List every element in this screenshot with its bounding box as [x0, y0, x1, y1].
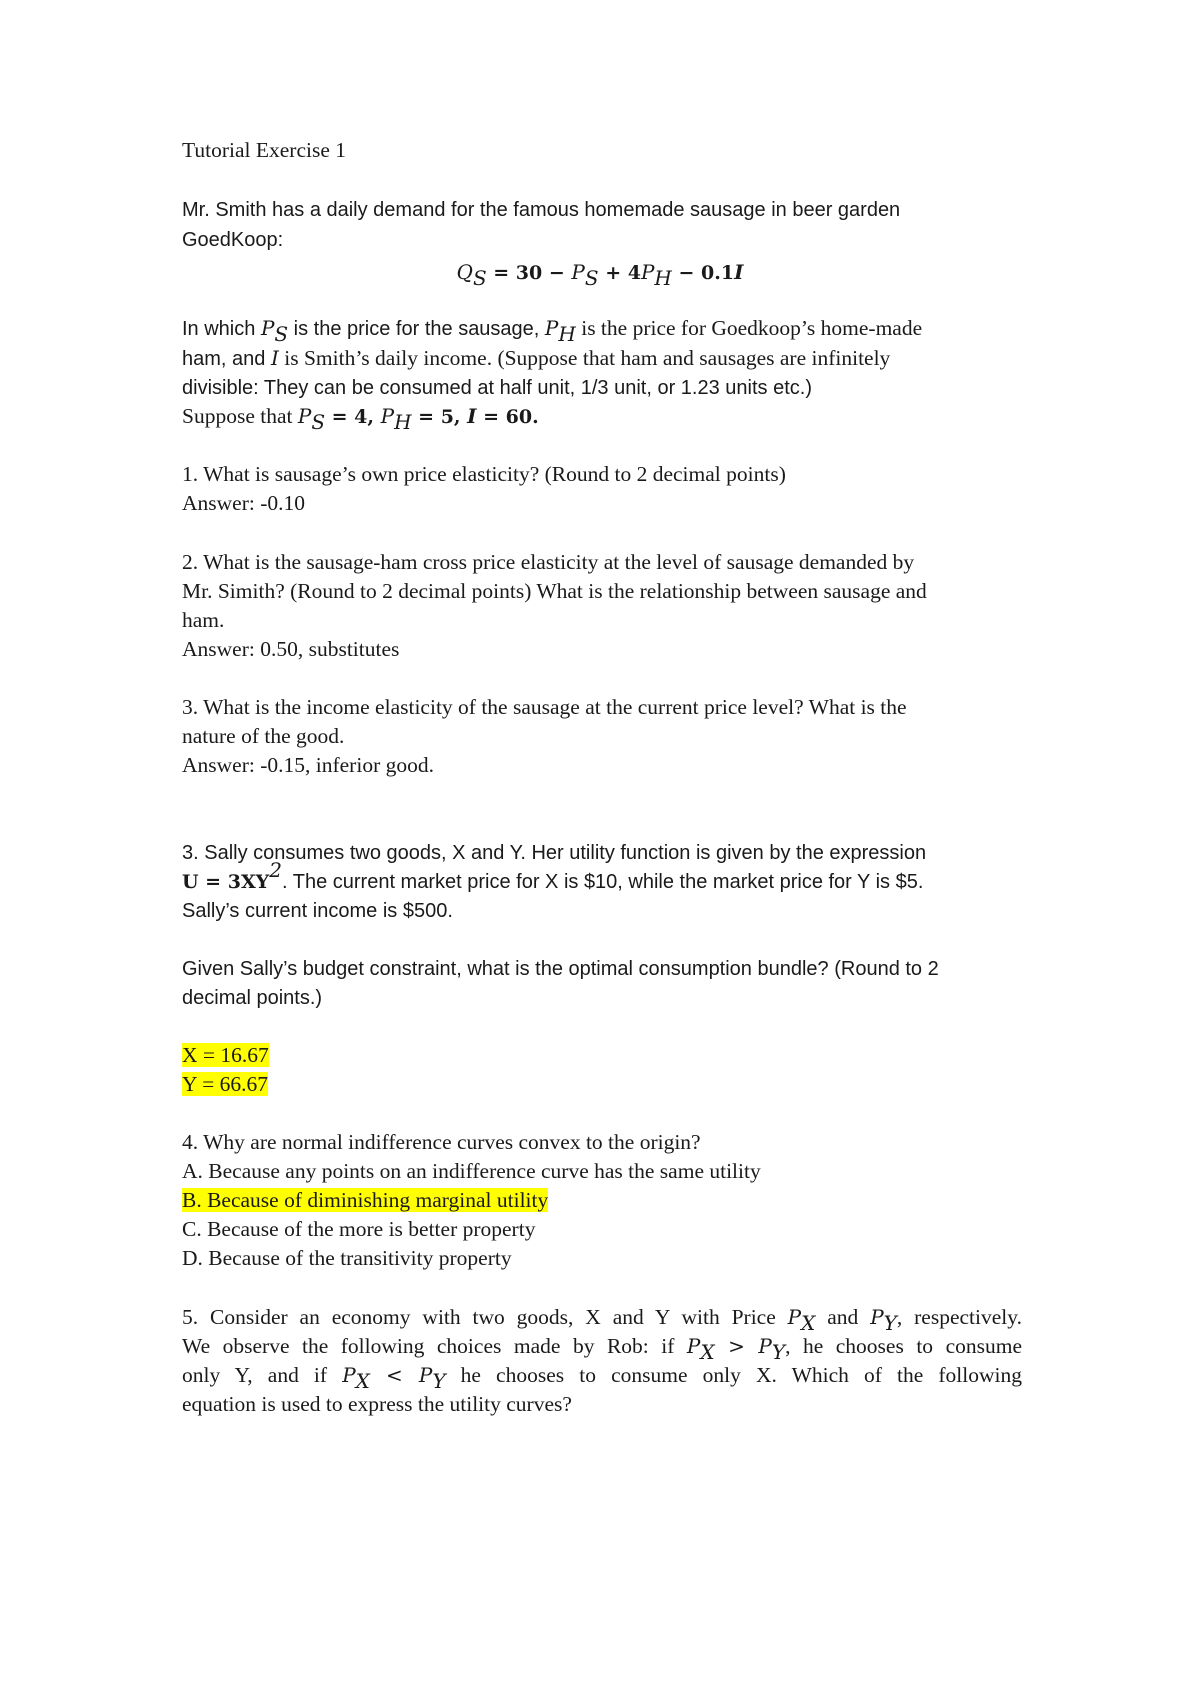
demand-equation: $Q_S = 30 - P_S + 4P_H - 0.1I$	[456, 260, 744, 290]
q2-answer: Answer: 0.50, substitutes	[182, 637, 400, 661]
sally-line-3: Sally’s current income is $500.	[182, 900, 453, 922]
q5-line-4: equation is used to express the utility curves?	[182, 1392, 572, 1416]
q4-question: 4. Why are normal indifference curves convex to the origin?	[182, 1130, 701, 1154]
x-answer: X = 16.67	[182, 1043, 269, 1067]
q1-answer: Answer: -0.10	[182, 491, 306, 515]
q2-line-2: Mr. Simith? (Round to 2 decimal points) What is the relationship between sausage and	[182, 579, 927, 603]
q5-line-2: We observe the following choices made by Rob: if $P_X > P_Y$, he chooses to consume	[182, 1334, 1022, 1364]
q2-line-3: ham.	[182, 608, 225, 632]
q3-line-1: 3. What is the income elasticity of the sausage at the current price level? What is the	[182, 695, 907, 719]
definition-line-2: ham, and I is Smith’s daily income. (Suppose that ham and sausages are infinitely	[182, 346, 891, 370]
page-title: Tutorial Exercise 1	[182, 138, 347, 162]
q3-line-2: nature of the good.	[182, 724, 345, 748]
definition-line-3: divisible: They can be consumed at half unit, 1/3 unit, or 1.23 units etc.)	[182, 377, 812, 399]
q4-option-c: C. Because of the more is better property	[182, 1217, 536, 1241]
q3-answer: Answer: -0.15, inferior good.	[182, 753, 434, 777]
intro-line-1: Mr. Smith has a daily demand for the famous homemade sausage in beer garden	[182, 199, 901, 221]
q4-option-a: A. Because any points on an indifference curve has the same utility	[182, 1159, 761, 1183]
intro-line-2: GoedKoop:	[182, 229, 284, 251]
sally-prompt-1: Given Sally’s budget constraint, what is the optimal consumption bundle? (Round to 2	[182, 958, 939, 980]
q5-line-1: 5. Consider an economy with two goods, X and Y with Price $P_X$ and $P_Y$, respectively.	[182, 1305, 1022, 1335]
sally-line-1: 3. Sally consumes two goods, X and Y. Her utility function is given by the expression	[182, 842, 927, 864]
q4-option-b: B. Because of diminishing marginal utility	[182, 1188, 549, 1212]
suppose-line: Suppose that $P_S = 4$, $P_H = 5$, I = 60.	[182, 404, 539, 434]
q1-question: 1. What is sausage’s own price elasticity? (Round to 2 decimal points)	[182, 462, 786, 486]
q5-line-3: only Y, and if $P_X < P_Y$ he chooses to consume only X. Which of the following	[182, 1363, 1022, 1393]
definition-line-1: In which $P_S$ is the price for the sausage, $P_H$ is the price for Goedkoop’s home-made	[182, 316, 923, 346]
q4-option-d: D. Because of the transitivity property	[182, 1246, 512, 1270]
sally-prompt-2: decimal points.)	[182, 987, 323, 1009]
sally-line-2: $U = 3XY^2$. The current market price for X is $10, while the market price for Y is $5.	[182, 858, 924, 893]
y-answer: Y = 66.67	[182, 1072, 268, 1096]
q2-line-1: 2. What is the sausage-ham cross price elasticity at the level of sausage demanded by	[182, 550, 915, 574]
